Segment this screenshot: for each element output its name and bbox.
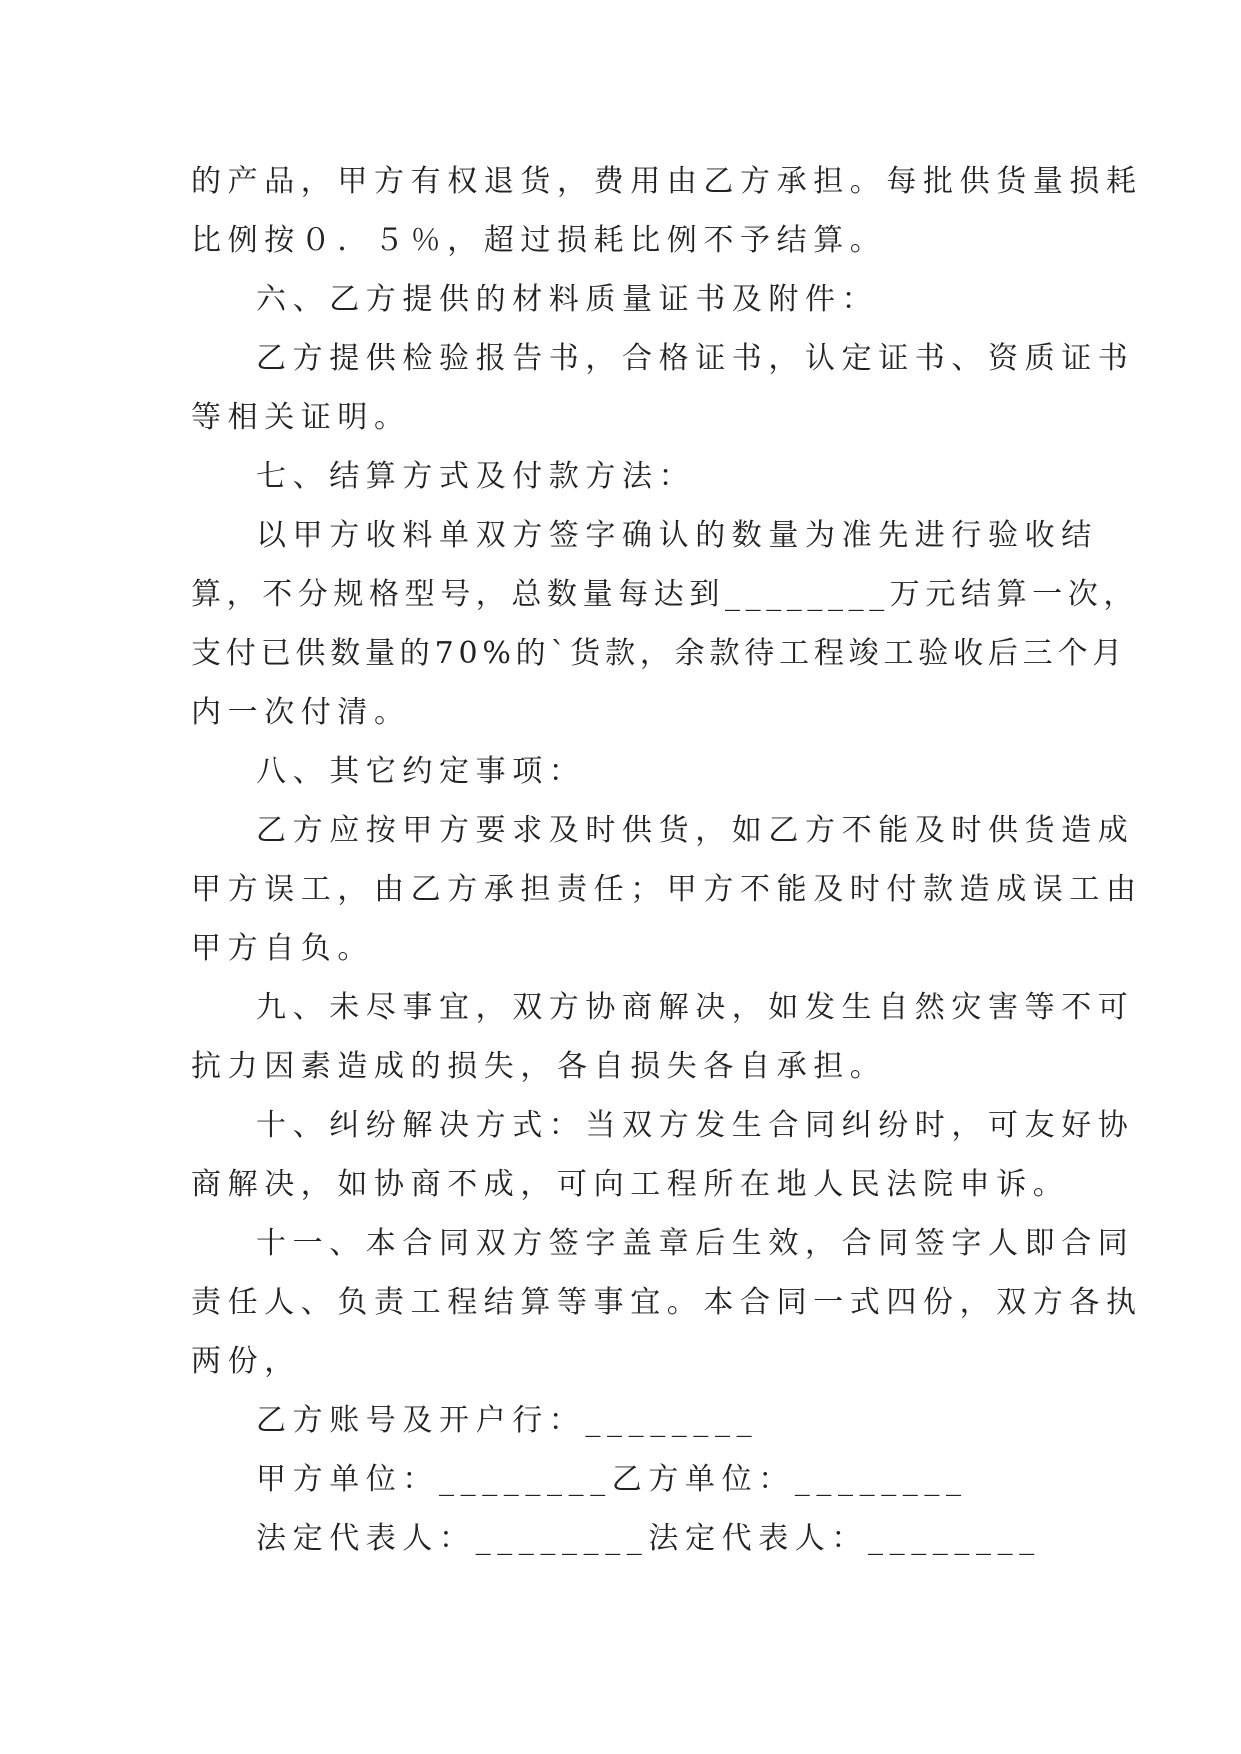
text-line: 比例按０．５％，超过损耗比例不予结算。	[191, 223, 887, 258]
text-line: 算，不分规格型号，总数量每达到________万元结算一次，	[191, 577, 1139, 612]
signature-line-units: 甲方单位：________乙方单位：________	[256, 1462, 968, 1497]
text-line: 甲方误工，由乙方承担责任；甲方不能及时付款造成误工由	[191, 872, 1143, 907]
text-line: 内一次付清。	[191, 695, 411, 730]
text-line: 支付已供数量的70%的`货款，余款待工程竣工验收后三个月	[191, 636, 1128, 671]
signature-line-representatives: 法定代表人：________法定代表人：________	[256, 1521, 1041, 1556]
text-line: 两份，	[191, 1344, 301, 1379]
signature-line-account: 乙方账号及开户行：________	[256, 1403, 759, 1438]
text-line: 责任人、负责工程结算等事宜。本合同一式四份，双方各执	[191, 1285, 1143, 1320]
text-line: 乙方提供检验报告书，合格证书，认定证书、资质证书	[256, 341, 1135, 376]
text-line: 以甲方收料单双方签字确认的数量为准先进行验收结	[256, 518, 1098, 553]
text-line: 抗力因素造成的损失，各自损失各自承担。	[191, 1049, 887, 1084]
text-line: 的产品，甲方有权退货，费用由乙方承担。每批供货量损耗	[191, 164, 1143, 199]
text-line: 商解决，如协商不成，可向工程所在地人民法院申诉。	[191, 1167, 1070, 1202]
text-line: 等相关证明。	[191, 400, 411, 435]
section-heading: 十、纠纷解决方式：当双方发生合同纠纷时，可友好协	[256, 1108, 1135, 1143]
section-heading: 九、未尽事宜，双方协商解决，如发生自然灾害等不可	[256, 990, 1135, 1025]
section-heading: 十一、本合同双方签字盖章后生效，合同签字人即合同	[256, 1226, 1135, 1261]
section-heading: 七、结算方式及付款方法：	[256, 459, 696, 494]
text-line: 乙方应按甲方要求及时供货，如乙方不能及时供货造成	[256, 813, 1135, 848]
section-heading: 六、乙方提供的材料质量证书及附件：	[256, 282, 879, 317]
section-heading: 八、其它约定事项：	[256, 754, 586, 789]
text-line: 甲方自负。	[191, 931, 374, 966]
